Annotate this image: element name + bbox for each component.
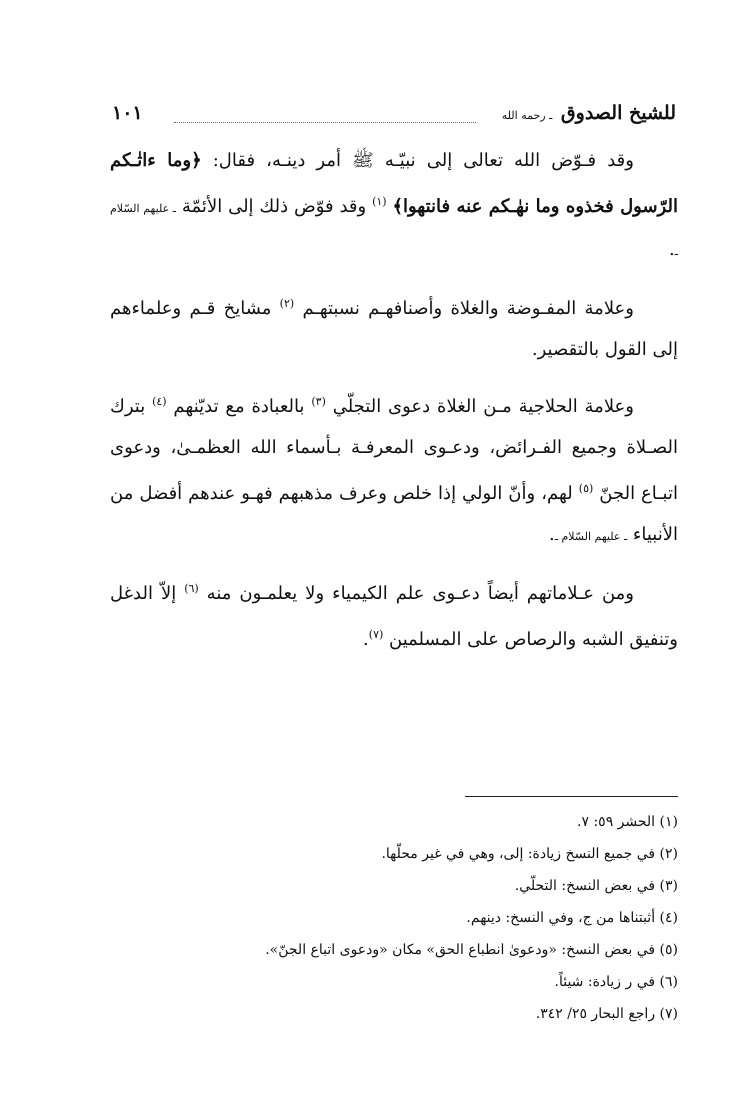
footnote-item: (٦) في ر زيادة: شيئاً. — [554, 974, 678, 990]
paragraph-text: وقد فـوّض الله تعالى إلى نبيّـه ﷺ أمر دينـه، فقال: — [212, 150, 634, 171]
footnote-marker: (٤) — [152, 395, 167, 408]
paragraph-text: بالعبادة مع تديّنهم — [173, 396, 305, 417]
paragraph-text: بترك الصـلاة وجميع الفـرائض، ودعـوى المعرفـة بـأسماء الله العظمـىٰ، ودعوى اتبـاع الجنّ — [110, 396, 678, 504]
footnote-marker: (٧) — [368, 628, 384, 641]
paragraph-text: مشايخ قـم وعلماءهم إلى القول بالتقصير. — [110, 298, 678, 360]
footnote-item: (٤) أثبتناها من ج، وفي النسخ: دينهم. — [466, 910, 678, 926]
paragraph-4 — [110, 568, 678, 660]
honorific: ـ عليهم السّلام ـ — [110, 202, 678, 258]
paragraph-end: . — [669, 239, 675, 260]
paragraph-2 — [110, 283, 678, 370]
footnote-item: (٧) راجع البحار ٢٥/ ٣٤٢. — [535, 1006, 678, 1022]
footnote-marker: (١) — [372, 195, 387, 208]
footnote-marker: (٢) — [279, 297, 295, 310]
paragraph-end: . — [548, 524, 555, 545]
paragraph-1 — [110, 140, 678, 272]
footnote-marker: (٥) — [578, 482, 594, 495]
footnote-marker: (٣) — [311, 395, 326, 408]
header-title-text: للشيخ الصدوق — [560, 102, 676, 124]
honorific: ـ عليهم السّلام ـ — [554, 530, 628, 543]
paragraph-text: وعلامة الحلاجية مـن الغلاة دعوى التجلّي — [332, 396, 634, 417]
footnote-item: (٢) في جميع النسخ زيادة: إلى، وهي في غير محلّها. — [381, 846, 678, 862]
paragraph-text: ومن عـلاماتهم أيضاً دعـوى علم الكيمياء ولا يعلمـون منه — [206, 583, 634, 604]
header-title — [502, 102, 676, 124]
header-title-suffix: ـ رحمه الله — [501, 109, 553, 122]
paragraph-text: وقد فوّض ذلك إلى الأئمّة — [181, 196, 367, 217]
footnotes-list — [158, 806, 678, 1030]
footnote-item: (٥) في بعض النسخ: «ودعوىٰ انطباع الحق» مكان «ودعوى اتباع الجنّ». — [265, 942, 678, 958]
paragraph-3 — [110, 381, 678, 557]
footnote-marker: (٦) — [184, 582, 199, 595]
quran-quote: ﴿وما ءاتٰـكم الرّسول فخذوه وما نهٰـكم عنه فانتهوا﴾ — [110, 150, 678, 217]
page-number: ١٠١ — [112, 102, 143, 124]
footnote-item: (٣) في بعض النسخ: التحلّي. — [514, 878, 678, 894]
paragraph-text: إلاّ الدغل وتنفيق الشبه والرصاص على المسلمين — [110, 583, 678, 650]
main-text — [110, 140, 678, 671]
paragraph-end: . — [363, 629, 369, 650]
header-dotted-leader — [174, 122, 476, 123]
footnote-item: (١) الحشر ٥٩: ٧. — [577, 814, 678, 830]
footnote-separator — [465, 796, 678, 797]
paragraph-text: وعلامة المفـوضة والغلاة وأصنافهـم نسبتهـم — [302, 298, 634, 319]
paragraph-text: لهم، وأنّ الولي إذا خلص وعرف مذهبهم فهـو عندهم أفضل من الأنبياء — [110, 483, 678, 545]
running-header — [112, 102, 676, 136]
